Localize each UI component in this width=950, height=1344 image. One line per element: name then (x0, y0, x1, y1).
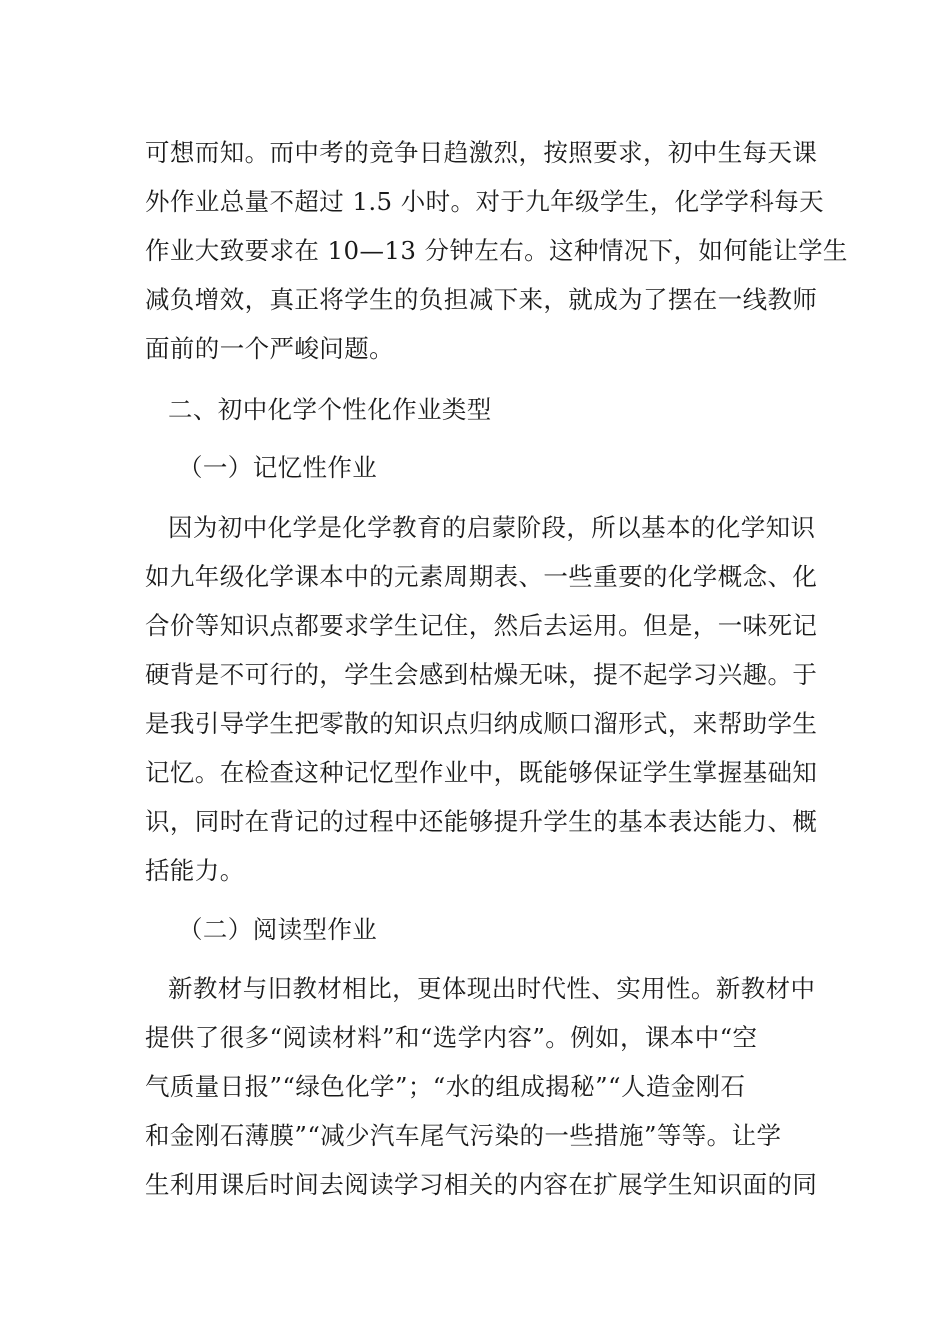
subsection-heading: （一）记忆性作业 (178, 453, 378, 482)
text-line: 如九年级化学课本中的元素周期表、一些重要的化学概念、化 (145, 562, 818, 591)
text-line: 因为初中化学是化学教育的启蒙阶段，所以基本的化学知识 (168, 513, 816, 542)
text-line: 硬背是不可行的，学生会感到枯燥无味，提不起学习兴趣。于 (145, 660, 818, 689)
text-line: 气质量日报”“绿色化学”；“水的组成揭秘”“人造金刚石 (145, 1072, 746, 1101)
text-line: 外作业总量不超过 1.5 小时。对于九年级学生，化学学科每天 (145, 187, 825, 216)
text-line: 新教材与旧教材相比，更体现出时代性、实用性。新教材中 (168, 974, 816, 1003)
text-line: 提供了很多“阅读材料”和“选学内容”。例如，课本中“空 (145, 1023, 758, 1052)
subsection-heading: （二）阅读型作业 (178, 915, 378, 944)
text-line: 生利用课后时间去阅读学习相关的内容在扩展学生知识面的同 (145, 1170, 818, 1199)
text-line: 记忆。在检查这种记忆型作业中，既能够保证学生掌握基础知 (145, 758, 818, 787)
text-line: 减负增效，真正将学生的负担减下来，就成为了摆在一线教师 (145, 285, 818, 314)
text-line: 作业大致要求在 10—13 分钟左右。这种情况下，如何能让学生 (145, 236, 848, 265)
text-line: 和金刚石薄膜”“减少汽车尾气污染的一些措施”等等。让学 (145, 1121, 782, 1150)
text-line: 是我引导学生把零散的知识点归纳成顺口溜形式，来帮助学生 (145, 709, 818, 738)
section-heading: 二、初中化学个性化作业类型 (168, 395, 492, 424)
text-line: 可想而知。而中考的竞争日趋激烈，按照要求，初中生每天课 (145, 138, 818, 167)
text-line: 面前的一个严峻问题。 (145, 334, 394, 363)
text-line: 括能力。 (145, 856, 245, 885)
text-line: 合价等知识点都要求学生记住，然后去运用。但是，一味死记 (145, 611, 818, 640)
text-line: 识，同时在背记的过程中还能够提升学生的基本表达能力、概 (145, 807, 818, 836)
